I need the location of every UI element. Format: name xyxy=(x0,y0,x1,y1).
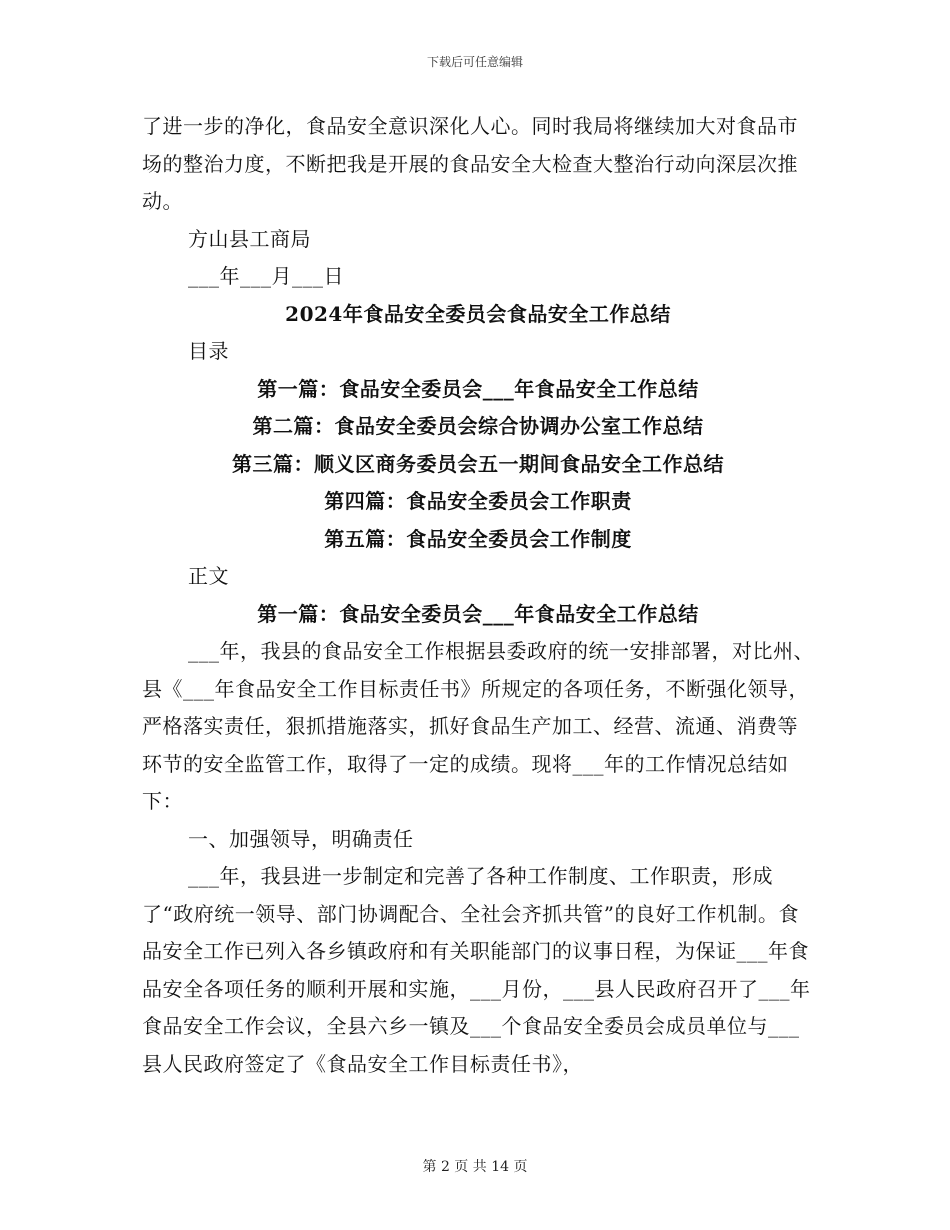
document-title: 2024年食品安全委员会食品安全工作总结 xyxy=(285,301,671,326)
paragraph: ___年，我县的食品安全工作根据县委政府的统一安排部署，对比州、县《___年食品安全工作目标责任书》所规定的各项任务，不断强化领导，严格落实责任，狠抓措施落实，抓好食品生产加工、经营、流通、消费等环节的安全监管工作，取得了一定的成绩。现将___年的工作情况总结如下： xyxy=(142,639,814,813)
body-label: 正文 xyxy=(188,564,229,588)
date-line: ___年___月___日 xyxy=(188,264,344,288)
signature: 方山县工商局 xyxy=(188,226,311,251)
toc-item: 第一篇：食品安全委员会___年食品安全工作总结 xyxy=(257,376,699,401)
toc-item: 第四篇：食品安全委员会工作职责 xyxy=(324,489,632,513)
paragraph: 了进一步的净化，食品安全意识深化人心。同时我局将继续加大对食品市场的整治力度，不断把我是开展的食品安全大检查大整治行动向深层次推动。 xyxy=(142,114,798,213)
toc-item: 第五篇：食品安全委员会工作制度 xyxy=(324,526,632,551)
toc-item: 第二篇：食品安全委员会综合协调办公室工作总结 xyxy=(252,414,704,438)
section-title: 第一篇：食品安全委员会___年食品安全工作总结 xyxy=(257,601,699,626)
toc-item: 第三篇：顺义区商务委员会五一期间食品安全工作总结 xyxy=(232,451,724,476)
toc-label: 目录 xyxy=(188,339,229,363)
page-header: 下载后可任意编辑 xyxy=(426,55,523,69)
document-body xyxy=(142,108,814,1083)
subheading: 一、加强领导，明确责任 xyxy=(188,826,414,851)
paragraph: ___年，我县进一步制定和完善了各种工作制度、工作职责，形成了“政府统一领导、部门协调配合、全社会齐抓共管”的良好工作机制。食品安全工作已列入各乡镇政府和有关职能部门的议事日程，为保证___年食品安全各项任务的顺利开展和实施，___月份，___县人民政府召开了___年食品安全工作会议，全县六乡一镇及___个食品安全委员会成员单位与___县人民政府签定了《食品安全工作目标责任书》， xyxy=(142,864,811,1076)
page-footer: 第 2 页 共 14 页 xyxy=(422,1159,528,1175)
